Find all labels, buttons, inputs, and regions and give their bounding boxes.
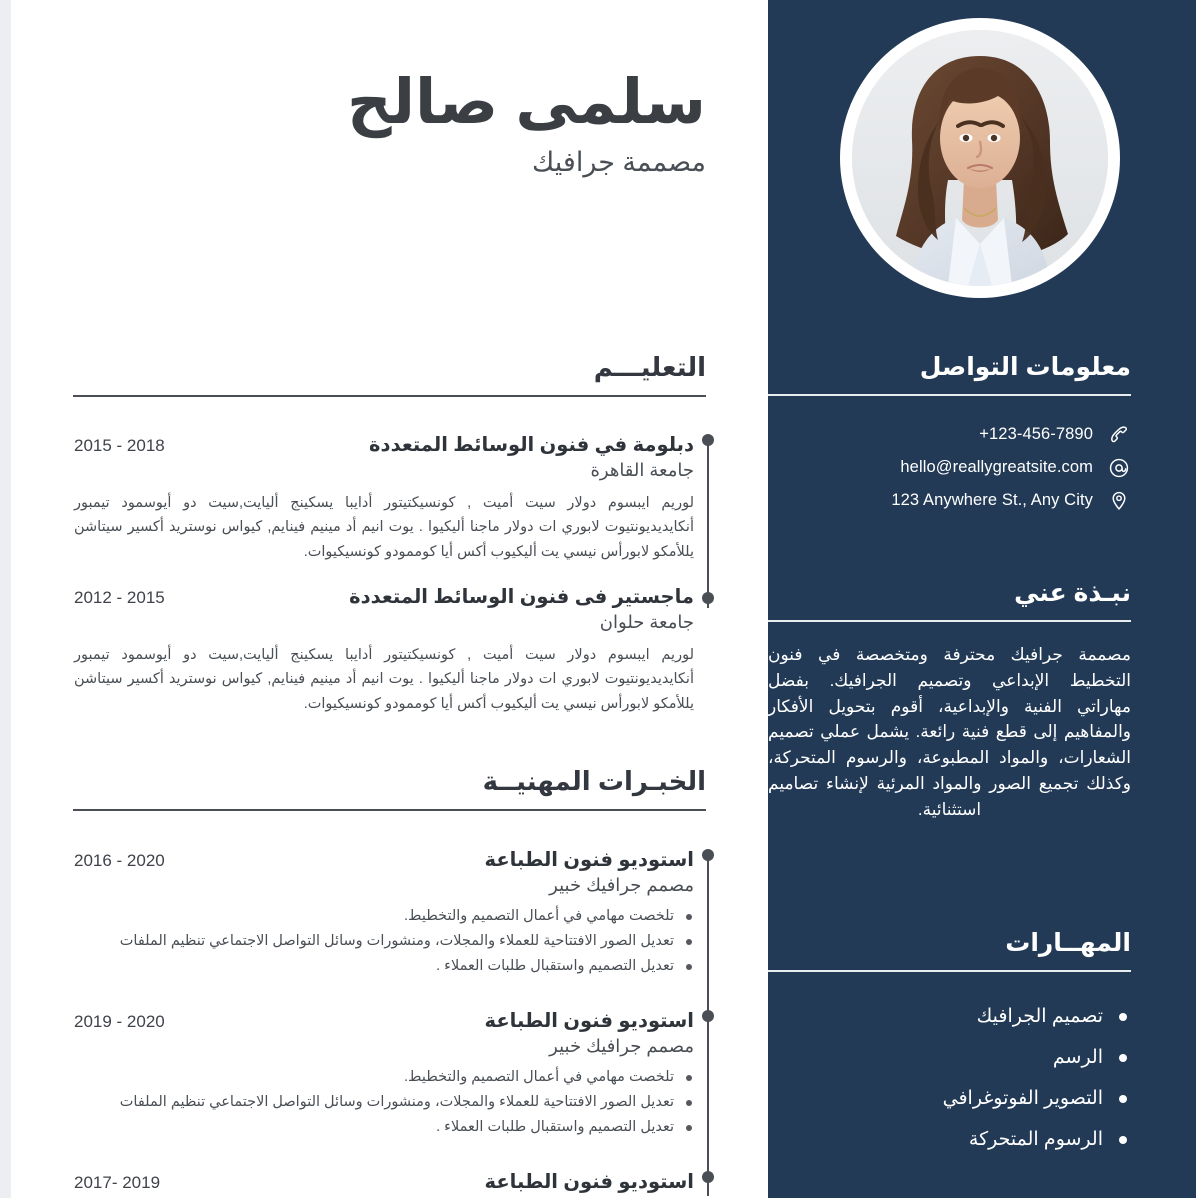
education-date: 2012 - 2015 <box>74 588 165 607</box>
about-section-rule <box>768 620 1131 622</box>
about-body-text: مصممة جرافيك محترفة ومتخصصة في فنون التخطيط الإبداعي وتصميم الجرافيك. بفضل مهاراتي الفنية والإبداعية، أقوم بتحويل الأفكار والمفاهيم إلى قطع فنية رائعة. يشمل عملي تصميم الشعارات، والمواد المطبوعة، والرسوم المتحركة، وكذلك تجميع الصور والمواد المرئية لإنشاء تصاميم استثنائية. <box>768 645 1131 819</box>
experience-entry <box>74 1170 694 1194</box>
education-entry <box>74 585 694 716</box>
page-left-edge-strip <box>0 0 11 1198</box>
contact-section-rule <box>768 394 1131 396</box>
experience-section-title: الخبـرات المهنيــة <box>482 766 706 796</box>
education-entry-head <box>74 433 694 457</box>
experience-section-rule <box>73 809 706 811</box>
contact-section <box>768 352 1131 517</box>
about-section-title: نبـذة عني <box>1014 579 1131 607</box>
education-institution: جامعة القاهرة <box>590 460 694 480</box>
experience-role: مصمم جرافيك خبير <box>549 875 694 895</box>
experience-company: استوديو فنون الطباعة <box>484 1010 694 1032</box>
education-timeline-line <box>707 436 709 608</box>
experience-bullet: تعديل التصميم واستقبال طلبات العملاء . <box>74 954 694 979</box>
experience-entry-head <box>74 1009 694 1033</box>
experience-bullet: تلخصت مهامي في أعمال التصميم والتخطيط. <box>74 904 694 929</box>
experience-bullet: تعديل الصور الافتتاحية للعملاء والمجلات، ومنشورات وسائل التواصل الاجتماعي تنظيم الملفات <box>74 929 694 954</box>
education-date: 2015 - 2018 <box>74 436 165 455</box>
location-pin-icon <box>1107 489 1131 513</box>
candidate-name: سلمى صالح <box>347 68 706 137</box>
education-description: لوريم ايبسوم دولار سيت أميت , كونسيكتيتور أدايبا يسكينج أليايت,سيت دو أيوسمود تيمبور أنكايديديونتيوت لابوري ات دولار ماجنا أليكيوا . يوت انيم أد مينيم فينايم, كيواس نوستريد أكسير سيتاشن يللأمكو لابورأس نيسي يت أليكيوب أكس أيا كوممودو كونسيكيوات. <box>74 495 694 560</box>
education-section-header <box>73 352 706 397</box>
experience-bullet: تلخصت مهامي في أعمال التصميم والتخطيط. <box>74 1065 694 1090</box>
experience-timeline-dot-1 <box>702 849 714 861</box>
experience-section-header <box>73 766 706 811</box>
education-entry <box>74 433 694 564</box>
avatar-frame <box>840 18 1120 298</box>
education-timeline-dot-1 <box>702 434 714 446</box>
skills-section-rule <box>768 970 1131 972</box>
experience-bullet: تعديل الصور الافتتاحية للعملاء والمجلات، ومنشورات وسائل التواصل الاجتماعي تنظيم الملفات <box>74 1090 694 1115</box>
experience-bullet: تعديل التصميم واستقبال طلبات العملاء . <box>74 1115 694 1140</box>
experience-date: 2017- 2019 <box>74 1173 161 1192</box>
contact-email-value: hello@reallygreatsite.com <box>900 458 1093 476</box>
education-degree: ماجستير فى فنون الوسائط المتعددة <box>349 586 694 608</box>
skill-item: الرسم <box>768 1037 1131 1078</box>
contact-address-value: 123 Anywhere St., Any City <box>891 491 1093 509</box>
experience-date: 2019 - 2020 <box>74 1012 165 1031</box>
experience-entry-head <box>74 848 694 872</box>
contact-row-phone[interactable] <box>768 418 1131 451</box>
main-column <box>11 0 768 1198</box>
experience-timeline-dot-2 <box>702 1010 714 1022</box>
skill-item: التصوير الفوتوغرافي <box>768 1078 1131 1119</box>
candidate-role: مصممة جرافيك <box>532 147 706 178</box>
experience-timeline-dot-3 <box>702 1171 714 1183</box>
experience-role: مصمم جرافيك خبير <box>549 1036 694 1056</box>
email-icon <box>1107 456 1131 480</box>
contact-row-address[interactable] <box>768 484 1131 517</box>
skills-section-title: المهــارات <box>1005 929 1131 957</box>
sidebar-column <box>768 0 1196 1198</box>
education-entry-head <box>74 585 694 609</box>
education-section-title: التعليـــم <box>593 352 706 382</box>
education-institution: جامعة حلوان <box>599 612 694 632</box>
header-block <box>66 70 706 178</box>
experience-company: استوديو فنون الطباعة <box>484 1171 694 1193</box>
contact-list <box>768 418 1131 517</box>
experience-entry-head <box>74 1170 694 1194</box>
skills-list <box>768 996 1131 1160</box>
education-section-rule <box>73 395 706 397</box>
avatar <box>852 30 1108 286</box>
phone-icon <box>1107 423 1131 447</box>
experience-entry <box>74 848 694 979</box>
experience-company: استوديو فنون الطباعة <box>484 849 694 871</box>
skill-item: تصميم الجرافيك <box>768 996 1131 1037</box>
about-section <box>768 578 1131 823</box>
experience-date: 2016 - 2020 <box>74 851 165 870</box>
skills-section <box>768 928 1131 1160</box>
contact-phone-value: +123-456-7890 <box>979 425 1093 443</box>
contact-row-email[interactable] <box>768 451 1131 484</box>
experience-bullet-list <box>74 904 694 979</box>
education-timeline-dot-2 <box>702 592 714 604</box>
skill-item: الرسوم المتحركة <box>768 1119 1131 1160</box>
experience-timeline-line <box>707 851 709 1196</box>
education-description: لوريم ايبسوم دولار سيت أميت , كونسيكتيتور أدايبا يسكينج أليايت,سيت دو أيوسمود تيمبور أنكايديديونتيوت لابوري ات دولار ماجنا أليكيوا . يوت انيم أد مينيم فينايم, كيواس نوستريد أكسير سيتاشن يللأمكو لابورأس نيسي يت أليكيوب أكس أيا كوممودو كونسيكيوات. <box>74 647 694 712</box>
experience-entry <box>74 1009 694 1140</box>
contact-section-title: معلومات التواصل <box>919 353 1131 381</box>
education-degree: دبلومة في فنون الوسائط المتعددة <box>369 434 694 456</box>
experience-bullet-list <box>74 1065 694 1140</box>
